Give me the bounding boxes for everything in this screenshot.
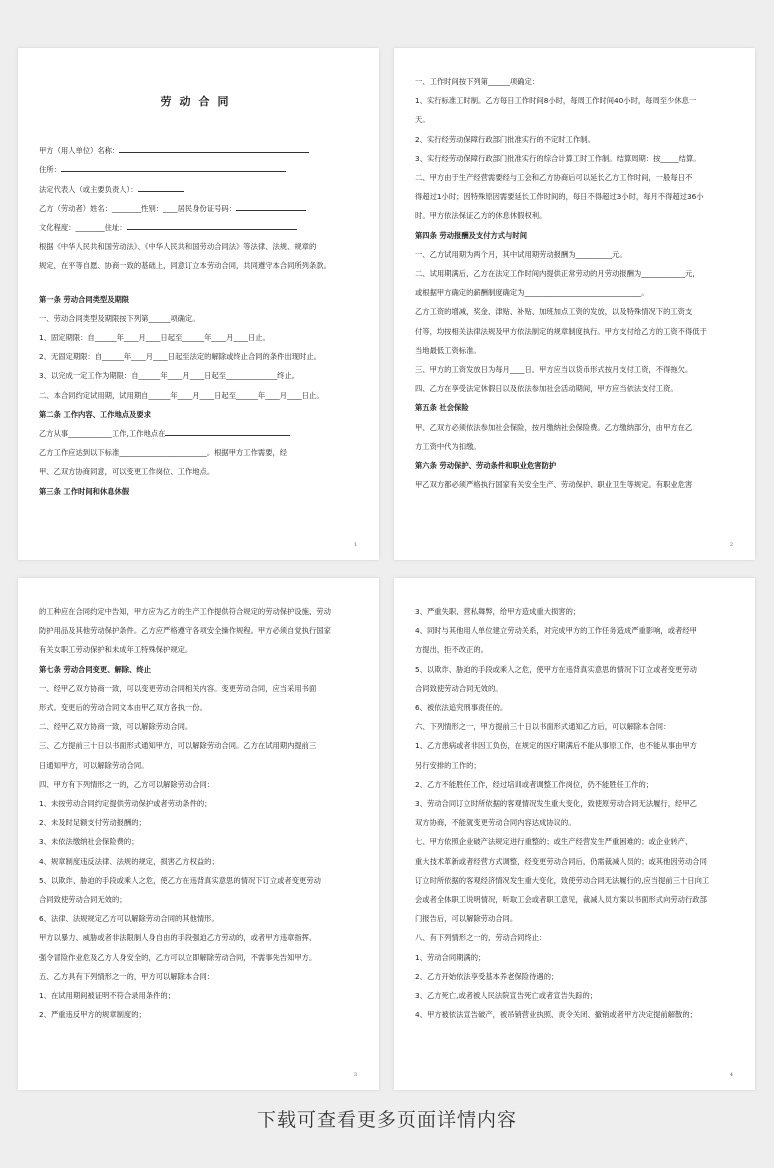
document-page-3 <box>18 578 379 1090</box>
section-heading <box>415 226 734 245</box>
text-line <box>39 462 358 481</box>
line-text: 规定，在平等自愿、协商一致的基础上，同意订立本劳动合同，共同遵守本合同所列条款。 <box>39 261 331 271</box>
text-line <box>415 418 734 437</box>
text-line <box>415 168 734 187</box>
text-line <box>415 852 734 871</box>
line-text: 1、劳动合同期满的； <box>415 952 486 962</box>
line-text: 合同致使劳动合同无效的； <box>39 895 127 905</box>
text-line <box>39 1005 358 1024</box>
page-body <box>39 92 358 501</box>
line-text: 2、乙方开始依法享受基本养老保险待遇的； <box>415 971 559 981</box>
page-body <box>39 602 358 1024</box>
line-text: 的工种应在合同约定中告知，甲方应为乙方的生产工作提供符合规定的劳动保护设施、劳动 <box>39 607 331 616</box>
blank-underline <box>127 220 297 230</box>
line-text: 三、甲方的工资发放日为每月____日。甲方应当以货币形式按月支付工资，不得拖欠。 <box>415 365 693 375</box>
line-text: 3、严重失职、营私舞弊，给甲方造成重大损害的； <box>415 607 581 616</box>
text-line <box>39 621 358 640</box>
text-line <box>39 328 358 347</box>
line-text: 八、有下列情形之一的，劳动合同终止： <box>415 933 547 943</box>
text-line <box>39 602 358 621</box>
text-line <box>415 72 734 91</box>
text-line <box>39 813 358 832</box>
line-text: 甲乙双方都必须严格执行国家有关安全生产、劳动保护、职业卫生等规定。有职业危害 <box>415 480 693 490</box>
text-line <box>415 264 734 283</box>
section-heading <box>39 290 358 309</box>
text-line <box>415 621 734 640</box>
line-text: 6、法律、法规规定乙方可以解除劳动合同的其他情形。 <box>39 914 219 924</box>
line-text: 4、甲方被依法宣告破产，被吊销营业执照、责令关闭、撤销或者甲方决定提前解散的； <box>415 1010 697 1020</box>
text-line <box>415 871 734 890</box>
line-text: 第二条 工作内容、工作地点及要求 <box>39 409 151 419</box>
line-text: 四、甲方有下列情形之一的，乙方可以解除劳动合同： <box>39 779 215 789</box>
text-line <box>415 475 734 494</box>
line-text: 2、乙方不能胜任工作，经过培训或者调整工作岗位，仍不能胜任工作的； <box>415 779 654 789</box>
line-text: 一、劳动合同类型及期限按下列第______项确定。 <box>39 313 200 323</box>
line-text: 四、乙方在享受法定休假日以及依法参加社会活动期间，甲方应当依法支付工资。 <box>415 384 678 394</box>
line-text: 4、同时与其他用人单位建立劳动关系，对完成甲方的工作任务造成严重影响，或者经甲 <box>415 626 697 636</box>
text-line <box>415 245 734 264</box>
text-line <box>39 180 358 199</box>
blank-underline <box>236 201 306 211</box>
line-text: 1、在试用期间被证明不符合录用条件的； <box>39 991 175 1001</box>
line-text: 4、规章制度违反法律、法规的规定，损害乙方权益的； <box>39 856 219 866</box>
text-line <box>415 832 734 851</box>
text-line <box>39 967 358 986</box>
line-text: 3、以完成一定工作为期限：自______年____月____日起至______________终止。 <box>39 371 300 381</box>
line-text: 5、以欺诈、胁迫的手段或乘人之危，使乙方在违背真实意思的情况下订立或者变更劳动 <box>39 875 321 885</box>
line-text: 乙方（劳动者）姓名：________性别：____居民身份证号码： <box>39 203 237 213</box>
line-text: 日通知甲方，可以解除劳动合同。 <box>39 760 149 770</box>
line-text: 3、劳动合同订立时所依据的客观情况发生重大变化，致使原劳动合同无法履行，经甲乙 <box>415 799 697 809</box>
text-line <box>39 256 358 275</box>
text-line <box>39 386 358 405</box>
text-line <box>415 283 734 302</box>
text-line <box>415 890 734 909</box>
line-text: 1、实行标准工时制。乙方每日工作时间8小时，每周工作时间40小时，每周至少休息一 <box>415 96 697 106</box>
line-text: 付等，均按相关法律法规及甲方依法制定的规章制度执行。甲方支付给乙方的工资不得低于 <box>415 326 707 336</box>
blank-underline <box>138 182 184 192</box>
line-text: 甲方以暴力、威胁或者非法限制人身自由的手段强迫乙方劳动的，或者甲方违章指挥、 <box>39 933 317 943</box>
line-text: 第六条 劳动保护、劳动条件和职业危害防护 <box>415 461 557 471</box>
page-body <box>415 72 734 494</box>
text-line <box>415 640 734 659</box>
line-text: 3、实行经劳动保障行政部门批准实行的综合计算工时工作制。结算周期：按_____结算。 <box>415 153 701 163</box>
text-line <box>415 736 734 755</box>
text-line <box>39 424 358 443</box>
line-text: 得超过1小时；因特殊原因需要延长工作时间的，每日不得超过3小时，每月不得超过36小 <box>415 192 704 202</box>
line-text: 另行安排的工作的； <box>415 760 481 770</box>
line-text: 2、无固定期限：自______年____月____日起至法定的解除或终止合同的条件出现时止。 <box>39 352 321 362</box>
section-heading <box>39 482 358 501</box>
line-text: 三、乙方提前三十日以书面形式通知甲方，可以解除劳动合同。乙方在试用期内提前三 <box>39 741 317 751</box>
text-line <box>39 871 358 890</box>
text-line <box>415 660 734 679</box>
line-text: 甲、乙双方必须依法参加社会保险，按月缴纳社会保险费。乙方缴纳部分，由甲方在乙 <box>415 422 693 432</box>
line-text: 有关女职工劳动保护和未成年工特殊保护规定。 <box>39 645 193 655</box>
line-text: 劳动合同 <box>160 95 237 108</box>
line-text: 甲、乙双方协商同意，可以变更工作岗位、工作地点。 <box>39 467 215 477</box>
text-line <box>415 909 734 928</box>
line-text: 五、乙方具有下列情形之一的，甲方可以解除本合同： <box>39 971 215 981</box>
page-number: 2 <box>729 542 733 548</box>
document-title <box>39 92 358 111</box>
text-line <box>39 736 358 755</box>
page-number: 4 <box>729 1072 733 1078</box>
text-line <box>39 775 358 794</box>
line-text: 5、以欺诈、胁迫的手段或乘人之危，使甲方在违背真实意思的情况下订立或者变更劳动 <box>415 664 697 674</box>
text-line <box>415 91 734 110</box>
text-line <box>415 206 734 225</box>
line-text: 一、工作时间按下列第______项确定： <box>415 77 540 86</box>
text-line <box>415 602 734 621</box>
text-line <box>415 149 734 168</box>
text-line <box>39 852 358 871</box>
text-line <box>39 237 358 256</box>
line-text: 1、未按劳动合同约定提供劳动保护或者劳动条件的； <box>39 799 212 809</box>
line-text: 住所： <box>39 165 61 175</box>
line-text: 二、试用期满后，乙方在法定工作时间内提供正常劳动的月劳动报酬为____________元， <box>415 269 700 279</box>
text-line <box>39 717 358 736</box>
line-text: 会或者全体职工说明情况，听取工会或者职工意见，裁减人员方案以书面形式向劳动行政部 <box>415 895 707 905</box>
line-text: 2、未及时足额支付劳动报酬的； <box>39 818 146 828</box>
line-text: 门报告后，可以解除劳动合同。 <box>415 914 518 924</box>
line-text: 6、被依法追究刑事责任的。 <box>415 703 508 713</box>
download-more-prompt[interactable]: 下载可查看更多页面详情内容 <box>256 1109 517 1131</box>
line-text: 时。甲方依法保证乙方的休息休假权利。 <box>415 211 547 221</box>
line-text: 根据《中华人民共和国劳动法》、《中华人民共和国劳动合同法》等法律、法规、规章的 <box>39 242 317 252</box>
text-line <box>415 948 734 967</box>
document-page-2 <box>394 48 755 560</box>
text-line <box>39 366 358 385</box>
line-text: 二、本合同约定试用期，试用期自______年____月____日起至______年____月____日止。 <box>39 390 324 400</box>
line-text: 1、乙方患病或者非因工负伤，在规定的医疗期满后不能从事原工作，也不能从事由甲方 <box>415 741 697 751</box>
text-line <box>415 967 734 986</box>
text-line <box>39 698 358 717</box>
line-text: 一、乙方试用期为两个月，其中试用期劳动报酬为__________元。 <box>415 249 627 259</box>
line-text: 2、严重违反甲方的规章制度的； <box>39 1010 146 1020</box>
text-line <box>39 160 358 179</box>
line-text: 第五条 社会保险 <box>415 403 469 413</box>
line-text: 乙方工作应达到以下标准________________________。根据甲方工作需要，经 <box>39 448 288 458</box>
text-line <box>39 986 358 1005</box>
text-line <box>415 437 734 456</box>
text-line <box>39 756 358 775</box>
text-line <box>39 347 358 366</box>
text-line <box>39 890 358 909</box>
line-text: 文化程度：________住址： <box>39 223 127 233</box>
text-line <box>415 717 734 736</box>
text-line <box>39 199 358 218</box>
text-line <box>415 756 734 775</box>
line-text: 第四条 劳动报酬及支付方式与时间 <box>415 230 527 240</box>
text-line <box>39 909 358 928</box>
text-line <box>415 187 734 206</box>
line-text: 法定代表人（或主要负责人）： <box>39 184 138 194</box>
page-body <box>415 602 734 1024</box>
line-text: 方工资中代为扣缴。 <box>415 441 481 451</box>
line-text: 一、经甲乙双方协商一致，可以变更劳动合同相关内容。变更劳动合同，应当采用书面 <box>39 683 317 693</box>
section-heading <box>39 660 358 679</box>
text-line <box>39 679 358 698</box>
text-line <box>415 1005 734 1024</box>
text-line <box>39 443 358 462</box>
line-text: 二、甲方由于生产经营需要经与工会和乙方协商后可以延长乙方工作时间，一般每日不 <box>415 173 693 183</box>
line-text: 甲方（用人单位）名称： <box>39 146 120 156</box>
line-text: 3、乙方死亡,或者被人民法院宣告死亡或者宣告失踪的； <box>415 991 598 1001</box>
line-text: 乙方从事____________工作,工作地点在 <box>39 429 166 439</box>
section-heading <box>415 456 734 475</box>
page-number: 1 <box>353 542 357 548</box>
text-line <box>415 379 734 398</box>
text-line <box>415 130 734 149</box>
text-line <box>415 341 734 360</box>
text-line <box>39 794 358 813</box>
line-text: 六、下列情形之一，甲方提前三十日以书面形式通知乙方后，可以解除本合同： <box>415 722 671 732</box>
line-text: 双方协商，不能就变更劳动合同内容达成协议的。 <box>415 818 576 828</box>
line-text: 第一条 劳动合同类型及期限 <box>39 294 130 304</box>
text-line <box>415 302 734 321</box>
document-page-1 <box>18 48 379 560</box>
line-text: 2、实行经劳动保障行政部门批准实行的不定时工作制。 <box>415 134 595 144</box>
text-line <box>415 698 734 717</box>
page-number: 3 <box>353 1072 357 1078</box>
text-line <box>39 832 358 851</box>
line-text: 当地最低工资标准。 <box>415 345 481 355</box>
line-text: 方提出，拒不改正的。 <box>415 645 488 655</box>
text-line <box>415 794 734 813</box>
text-line <box>39 218 358 237</box>
text-line <box>415 986 734 1005</box>
text-line <box>415 679 734 698</box>
text-line <box>415 360 734 379</box>
line-text: 第三条 工作时间和休息休假 <box>39 486 130 496</box>
line-text: 第七条 劳动合同变更、解除、终止 <box>39 664 151 674</box>
text-line <box>39 928 358 947</box>
line-text: 七、甲方依照企业破产法规定进行重整的；或生产经营发生严重困难的；或企业转产、 <box>415 837 693 847</box>
text-line <box>415 775 734 794</box>
line-text: 重大技术革新或者经营方式调整，经变更劳动合同后，仍需裁减人员的；或其他因劳动合同 <box>415 856 707 866</box>
text-line <box>415 322 734 341</box>
blank-underline <box>165 426 290 436</box>
line-text: 二、经甲乙双方协商一致，可以解除劳动合同。 <box>39 722 193 732</box>
text-line <box>39 309 358 328</box>
section-heading <box>39 405 358 424</box>
section-heading <box>415 398 734 417</box>
text-line <box>415 110 734 129</box>
text-line <box>39 640 358 659</box>
line-text: 或根据甲方确定的薪酬制度确定为________________________________。 <box>415 288 649 298</box>
line-text: 乙方工资的增减，奖金、津贴、补贴、加班加点工资的发放，以及特殊情况下的工资支 <box>415 307 693 317</box>
line-text: 强令冒险作业危及乙方人身安全的，乙方可以立即解除劳动合同，不需事先告知甲方。 <box>39 952 317 962</box>
text-line <box>39 948 358 967</box>
document-page-4 <box>394 578 755 1090</box>
blank-underline <box>61 162 286 172</box>
line-text: 合同致使劳动合同无效的。 <box>415 683 503 693</box>
line-text: 天。 <box>415 115 430 125</box>
line-text: 1、固定期限：自______年____月____日起至______年____月____日止。 <box>39 333 270 343</box>
text-line <box>415 928 734 947</box>
blank-underline <box>119 143 309 153</box>
line-text: 订立时所依据的客观经济情况发生重大变化，致使劳动合同无法履行的,应当提前三十日向工 <box>415 875 710 885</box>
line-text: 防护用品及其他劳动保护条件。乙方应严格遵守各项安全操作规程。甲方必须自觉执行国家 <box>39 626 331 636</box>
line-text: 形式。变更后的劳动合同文本由甲乙双方各执一份。 <box>39 703 207 713</box>
text-line <box>415 813 734 832</box>
line-text: 3、未依法缴纳社会保险费的； <box>39 837 139 847</box>
text-line <box>39 141 358 160</box>
